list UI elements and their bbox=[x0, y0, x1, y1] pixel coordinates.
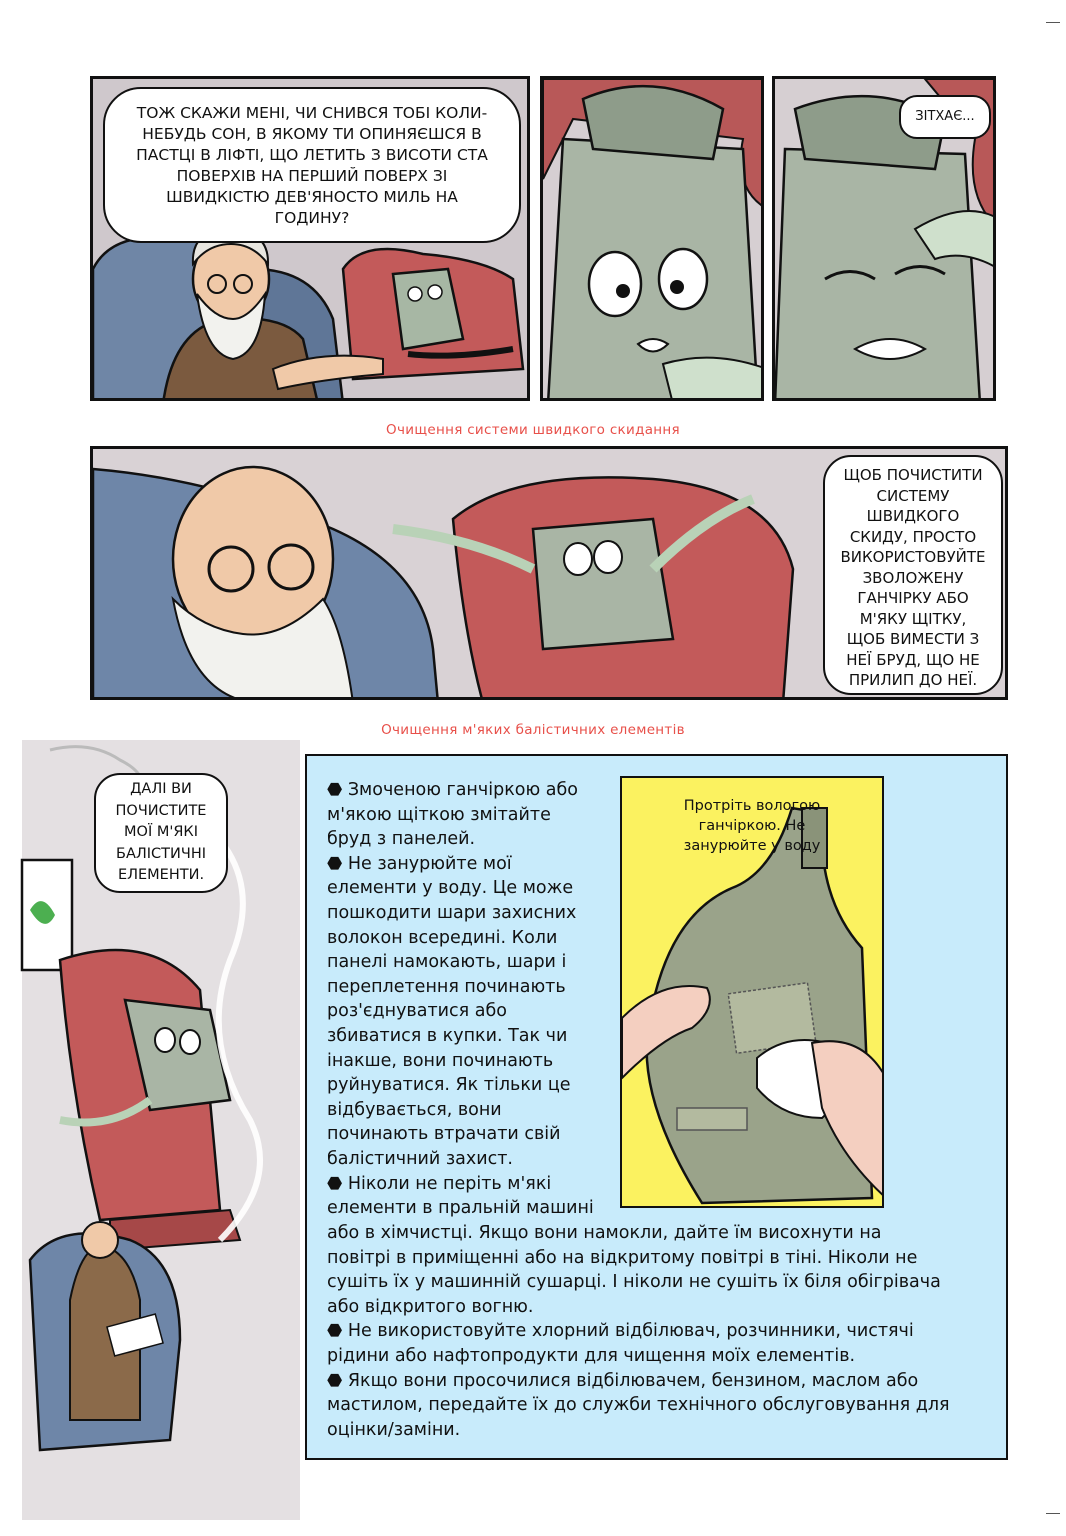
instruction-line: ⬣ Не занурюйте мої bbox=[327, 853, 512, 874]
instruction-line: м'якою щіткою змітайте bbox=[327, 804, 551, 825]
wipe-caption-line: ганчіркою. Не bbox=[698, 818, 806, 834]
instruction-line: оцінки/заміни. bbox=[327, 1419, 461, 1440]
instruction-line: переплетення починають bbox=[327, 976, 566, 997]
bubble-line: ЩОБ ВИМЕСТИ З bbox=[846, 630, 980, 648]
instruction-line: сушіть їх у машинній сушарці. І ніколи не сушіть їх біля обігрівача bbox=[327, 1272, 941, 1293]
wipe-illustration-box bbox=[620, 776, 884, 1208]
bubble-line: ГАНЧІРКУ АБО bbox=[857, 589, 969, 607]
bubble-line: ПОЧИСТИТЕ bbox=[115, 802, 207, 819]
instruction-line: повітрі в приміщенні або на відкритому повітрі в тіні. Ніколи не bbox=[327, 1247, 918, 1268]
section-caption-soft-ballistic: Очищення м'яких балістичних елементів bbox=[381, 722, 685, 738]
panel-vest-worried bbox=[540, 76, 764, 401]
section-caption-quick-release: Очищення системи швидкого скидання bbox=[386, 422, 680, 438]
instruction-line: бруд з панелей. bbox=[327, 829, 476, 850]
bubble-line: ШВИДКІСТЮ ДЕВ'ЯНОСТО МИЛЬ НА bbox=[166, 188, 458, 206]
bubble-line: ЕЛЕМЕНТИ. bbox=[117, 867, 205, 883]
instruction-line: роз'єднуватися або bbox=[327, 1001, 507, 1022]
instruction-line: рідини або нафтопродукти для чищення моїх елементів. bbox=[327, 1345, 856, 1366]
wipe-caption-line: занурюйте у воду bbox=[683, 838, 821, 854]
bubble-line: ЩОБ ПОЧИСТИТИ bbox=[843, 466, 983, 484]
crop-mark-top bbox=[1046, 22, 1060, 23]
instruction-line: балістичний захист. bbox=[327, 1148, 513, 1169]
instruction-line: мастилом, передайте їх до служби технічного обслуговування для bbox=[327, 1395, 950, 1416]
bubble-line: М'ЯКУ ЩІТКУ, bbox=[859, 609, 967, 628]
instructions-narrow-column bbox=[327, 778, 594, 1221]
bubble-line: БАЛІСТИЧНІ bbox=[116, 845, 206, 862]
panel-vest-on-couch bbox=[90, 446, 1008, 700]
speech-bubble-question bbox=[103, 87, 521, 243]
bubble-text: ЗІТХАЄ... bbox=[915, 109, 975, 124]
speech-bubble-sigh bbox=[899, 95, 991, 139]
speech-bubble-soft-elements bbox=[94, 773, 228, 893]
instruction-line: починають втрачати свій bbox=[327, 1124, 561, 1145]
instruction-line: ⬣ Змоченою ганчіркою або bbox=[327, 780, 578, 800]
bubble-line: ГОДИНУ? bbox=[274, 209, 350, 227]
bubble-line: ПРИЛИП ДО НЕЇ. bbox=[848, 671, 978, 689]
bubble-line: МОЇ М'ЯКІ bbox=[124, 824, 198, 840]
panel-2-art bbox=[543, 79, 764, 401]
wipe-caption bbox=[622, 796, 882, 856]
instruction-line: елементи в пральній машині bbox=[327, 1198, 594, 1219]
panel-therapy-session bbox=[90, 76, 530, 401]
instruction-line: пошкодити шари захисних bbox=[327, 902, 577, 923]
instruction-line: руйнуватися. Як тільки це bbox=[327, 1075, 571, 1096]
bubble-line: ПАСТЦІ В ЛІФТІ, ЩО ЛЕТИТЬ З ВИСОТИ СТА bbox=[136, 146, 488, 164]
instructions-wide-column bbox=[327, 1221, 950, 1442]
instruction-line: панелі намокають, шари і bbox=[327, 952, 567, 973]
instruction-line: ⬣ Якщо вони просочилися відбілювачем, бензином, маслом або bbox=[327, 1370, 919, 1391]
instruction-line: інакше, вони починають bbox=[327, 1050, 554, 1071]
instruction-line: відбувається, вони bbox=[327, 1099, 502, 1120]
instruction-line: елементи у воду. Це може bbox=[327, 878, 574, 899]
instruction-line: збиватися в купки. Так чи bbox=[327, 1025, 568, 1046]
bubble-line: ТОЖ СКАЖИ МЕНІ, ЧИ СНИВСЯ ТОБІ КОЛИ- bbox=[136, 104, 488, 122]
instruction-line: ⬣ Не використовуйте хлорний відбілювач, розчинники, чистячі bbox=[327, 1321, 914, 1342]
bubble-line: ЗВОЛОЖЕНУ bbox=[862, 568, 964, 587]
speech-bubble-quick-release-instructions bbox=[823, 455, 1003, 695]
bubble-line: НЕЇ БРУД, ЩО НЕ bbox=[846, 650, 980, 669]
bubble-line: ДАЛІ ВИ bbox=[130, 781, 192, 797]
bubble-line: НЕБУДЬ СОН, В ЯКОМУ ТИ ОПИНЯЄШСЯ В bbox=[142, 125, 482, 143]
bubble-line: СКИДУ, ПРОСТО bbox=[849, 527, 977, 546]
bubble-line: ПОВЕРХІВ НА ПЕРШИЙ ПОВЕРХ ЗІ bbox=[176, 167, 448, 185]
crop-mark-bottom bbox=[1046, 1513, 1060, 1514]
wipe-caption-line: Протріть вологою bbox=[683, 798, 821, 814]
bubble-line: ШВИДКОГО bbox=[866, 507, 960, 525]
instruction-line: або відкритого вогню. bbox=[327, 1296, 534, 1317]
bubble-line: СИСТЕМУ bbox=[876, 486, 950, 505]
panel-vest-sighs bbox=[772, 76, 996, 401]
bubble-line: ВИКОРИСТОВУЙТЕ bbox=[840, 548, 986, 566]
instruction-line: або в хімчистці. Якщо вони намокли, дайте їм висохнути на bbox=[327, 1223, 882, 1243]
instruction-line: ⬣ Ніколи не періть м'які bbox=[327, 1173, 552, 1194]
instruction-line: волокон всередині. Коли bbox=[327, 927, 558, 948]
